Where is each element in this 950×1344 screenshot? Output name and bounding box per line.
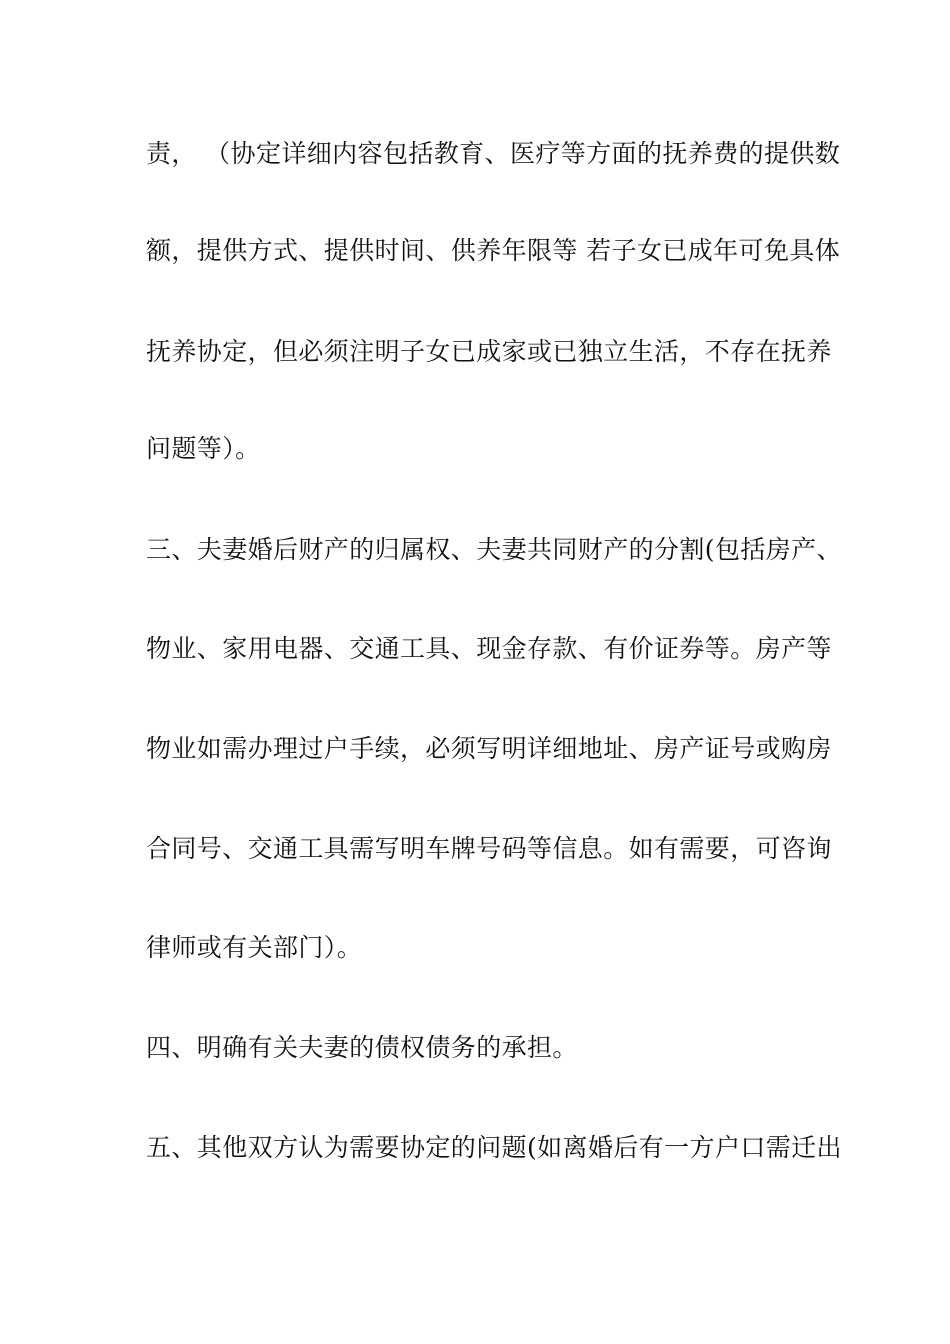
text-line: 物业如需办理过户手续，必须写明详细地址、房产证号或购房: [146, 734, 832, 763]
text-line: 律师或有关部门）。: [146, 933, 363, 962]
section-four-line: 四、明确有关夫妻的债权债务的承担。: [146, 1033, 578, 1062]
text-line: 合同号、交通工具需写明车牌号码等信息。如有需要，可咨询: [146, 834, 832, 863]
text-line: 额，提供方式、提供时间、供养年限等 若子女已成年可免具体: [146, 236, 841, 265]
section-five-line: 五、其他双方认为需要协定的问题(如离婚后有一方户口需迁出: [146, 1133, 842, 1162]
text-line: 责， （协定详细内容包括教育、医疗等方面的抚养费的提供数: [146, 139, 841, 168]
section-three-heading-line: 三、夫妻婚后财产的归属权、夫妻共同财产的分割(包括房产、: [146, 535, 842, 564]
text-line: 物业、家用电器、交通工具、现金存款、有价证券等。房产等: [146, 634, 832, 663]
text-line: 问题等）。: [146, 434, 261, 463]
text-line: 抚养协定，但必须注明子女已成家或已独立生活，不存在抚养: [146, 337, 832, 366]
